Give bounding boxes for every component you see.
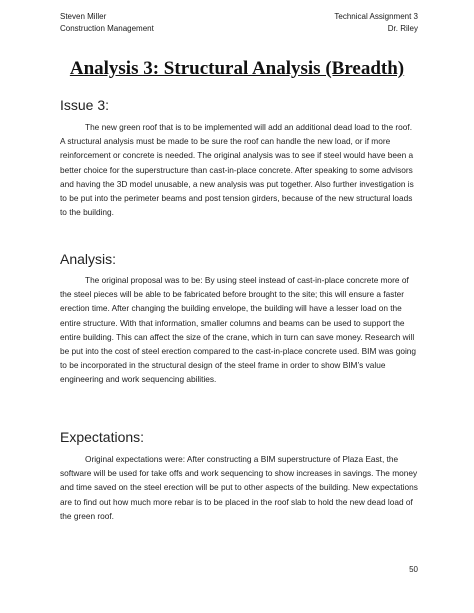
assignment-name: Technical Assignment 3 [334,12,418,21]
page-number: 50 [409,565,418,574]
page-title: Analysis 3: Structural Analysis (Breadth) [69,58,405,79]
section-heading-analysis: Analysis: [60,251,117,267]
advisor-name: Dr. Riley [387,24,418,33]
section-heading-issue: Issue 3: [60,97,110,113]
section-body-expectations: Original expectations were: After constructing a BIM superstructure of Plaza East, the software will be used for take offs and work sequencing to show increases in savings. The money and time saved on the steel erection will be put to other aspects of the building. New expectations are to find out how much more rebar is to be placed in the roof slab to hold the new dead load of the green roof. [60,454,418,521]
author-name: Steven Miller [60,12,107,21]
section-body-analysis: The original proposal was to be: By using steel instead of cast-in-place concrete more of the steel pieces will be able to be fabricated before brought to the site; this will ensure a faster erection time. After changing the building envelope, the building will have a lesser load on the entire structure. With that information, smaller columns and beams can be used to support the entire building. This can affect the size of the crane, which in turn can save money. Research will be put into the cost of steel erection compared to the cast-in-place concrete used. BIM was going to be incorporated in the structural design of the steel frame in order to show BIM’s value engineering and work sequencing abilities. [60,275,417,385]
section-heading-expectations: Expectations: [60,429,145,445]
header-left [60,11,154,35]
section-analysis [60,250,418,387]
department-name: Construction Management [60,24,154,33]
section-body-issue: The new green roof that is to be implemented will add an additional dead load to the roof. A structural analysis must be made to be sure the roof can handle the new load, or if more reinforcement or concrete is needed. The original analysis was to see if steel would have been a better choice for the superstructure than cast-in-place concrete. After speaking to some advisors and having the 3D model unusable, a new analysis was put together. Also further investigation is to be put into the perimeter beams and post tension girders, because of the new structural loads to the building. [60,122,414,218]
header-right [334,11,418,35]
page-header [60,11,418,35]
section-expectations [60,428,418,523]
section-issue [60,96,418,219]
